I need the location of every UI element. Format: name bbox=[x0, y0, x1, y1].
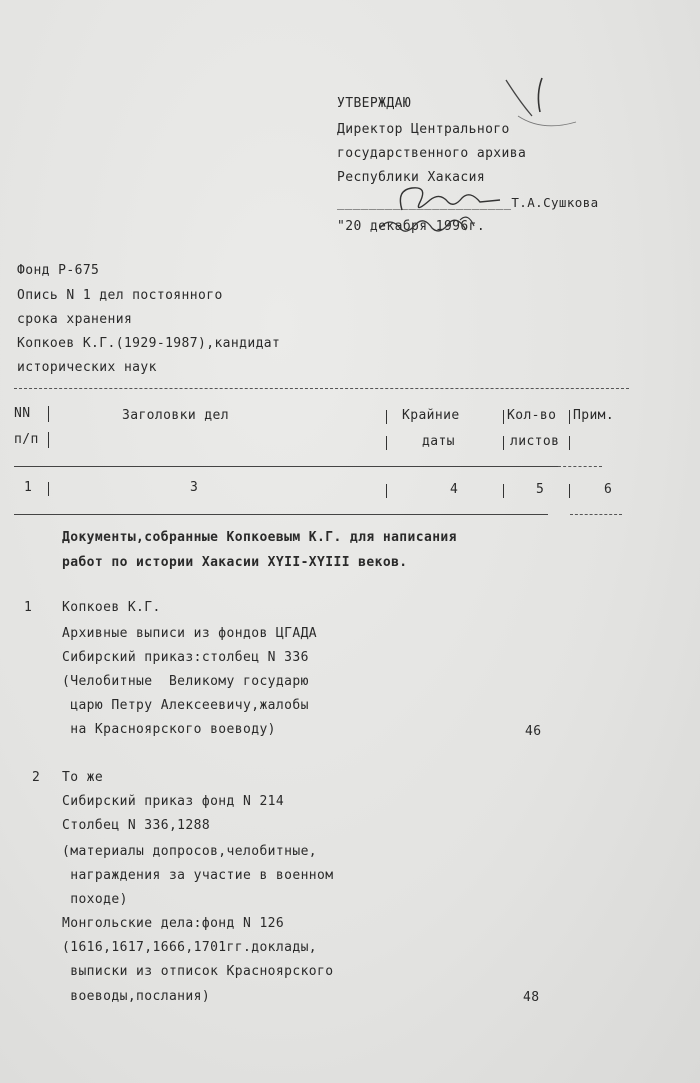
handwritten-date bbox=[340, 210, 500, 244]
column-separator bbox=[503, 484, 504, 498]
entry-line: воеводы,послания) bbox=[62, 989, 211, 1004]
col-count-header: Кол-во bbox=[507, 408, 557, 423]
col-title-header: Заголовки дел bbox=[122, 408, 229, 423]
col-number: 1 bbox=[24, 480, 33, 495]
column-separator bbox=[503, 410, 504, 424]
entry-line: на Красноярского воеводу) bbox=[62, 722, 276, 737]
approval-line: государственного архива bbox=[337, 146, 527, 161]
column-separator bbox=[386, 410, 387, 424]
entry-sheets: 46 bbox=[525, 724, 542, 739]
signature-line: ______________________Т.А.Сушкова bbox=[337, 195, 599, 210]
col-count-header: листов bbox=[510, 434, 560, 449]
entry-line: выписки из отписок Красноярского bbox=[62, 964, 334, 979]
divider bbox=[14, 466, 558, 467]
column-separator bbox=[569, 436, 570, 450]
entry-line: Архивные выписи из фондов ЦГАДА bbox=[62, 626, 318, 641]
entry-line: (Челобитные Великому государю bbox=[62, 674, 309, 689]
entry-sheets: 48 bbox=[523, 990, 540, 1005]
date-line: "20 декабря 1996г. bbox=[337, 219, 486, 234]
fond-line: Фонд Р-675 bbox=[17, 263, 100, 278]
column-separator bbox=[569, 410, 570, 424]
col-num-header: п/п bbox=[14, 432, 39, 447]
approval-line: Директор Центрального bbox=[337, 122, 510, 137]
col-note-header: Прим. bbox=[573, 408, 615, 423]
entry-line: царю Петру Алексеевичу,жалобы bbox=[62, 698, 309, 713]
entry-line: Столбец N 336,1288 bbox=[62, 818, 211, 833]
col-number: 4 bbox=[450, 482, 459, 497]
fond-line: Копкоев К.Г.(1929-1987),кандидат bbox=[17, 336, 281, 351]
section-title-line: работ по истории Хакасии XYII-XYIII веков. bbox=[62, 555, 408, 570]
entry-line: Сибирский приказ фонд N 214 bbox=[62, 794, 285, 809]
col-number: 5 bbox=[536, 482, 545, 497]
section-title-line: Документы,собранные Копкоевым К.Г. для написания bbox=[62, 530, 457, 545]
column-separator bbox=[386, 484, 387, 498]
fond-line: срока хранения bbox=[17, 312, 133, 327]
entry-line: (материалы допросов,челобитные, bbox=[62, 844, 318, 859]
col-number: 3 bbox=[190, 480, 199, 495]
column-separator bbox=[48, 406, 49, 422]
approval-line: Республики Хакасия bbox=[337, 170, 486, 185]
entry-line: Монгольские дела:фонд N 126 bbox=[62, 916, 285, 931]
entry-line: То же bbox=[62, 770, 104, 785]
column-separator bbox=[48, 482, 49, 496]
fond-line: Опись N 1 дел постоянного bbox=[17, 288, 223, 303]
resolution-mark bbox=[498, 72, 588, 142]
col-num-header: NN bbox=[14, 406, 31, 421]
divider bbox=[14, 388, 629, 389]
column-separator bbox=[569, 484, 570, 498]
col-dates-header: Крайние bbox=[402, 408, 460, 423]
col-number: 6 bbox=[604, 482, 613, 497]
entry-line: (1616,1617,1666,1701гг.доклады, bbox=[62, 940, 318, 955]
divider bbox=[14, 514, 548, 515]
column-separator bbox=[386, 436, 387, 450]
column-separator bbox=[48, 432, 49, 448]
entry-number: 1 bbox=[24, 600, 33, 615]
entry-line: походе) bbox=[62, 892, 128, 907]
divider bbox=[558, 466, 602, 467]
column-separator bbox=[503, 436, 504, 450]
approval-heading: УТВЕРЖДАЮ bbox=[337, 96, 412, 111]
fond-line: исторических наук bbox=[17, 360, 157, 375]
entry-line: Копкоев К.Г. bbox=[62, 600, 161, 615]
entry-number: 2 bbox=[32, 770, 41, 785]
divider bbox=[570, 514, 622, 515]
entry-line: награждения за участие в военном bbox=[62, 868, 334, 883]
col-dates-header: даты bbox=[422, 434, 455, 449]
entry-line: Сибирский приказ:столбец N 336 bbox=[62, 650, 309, 665]
